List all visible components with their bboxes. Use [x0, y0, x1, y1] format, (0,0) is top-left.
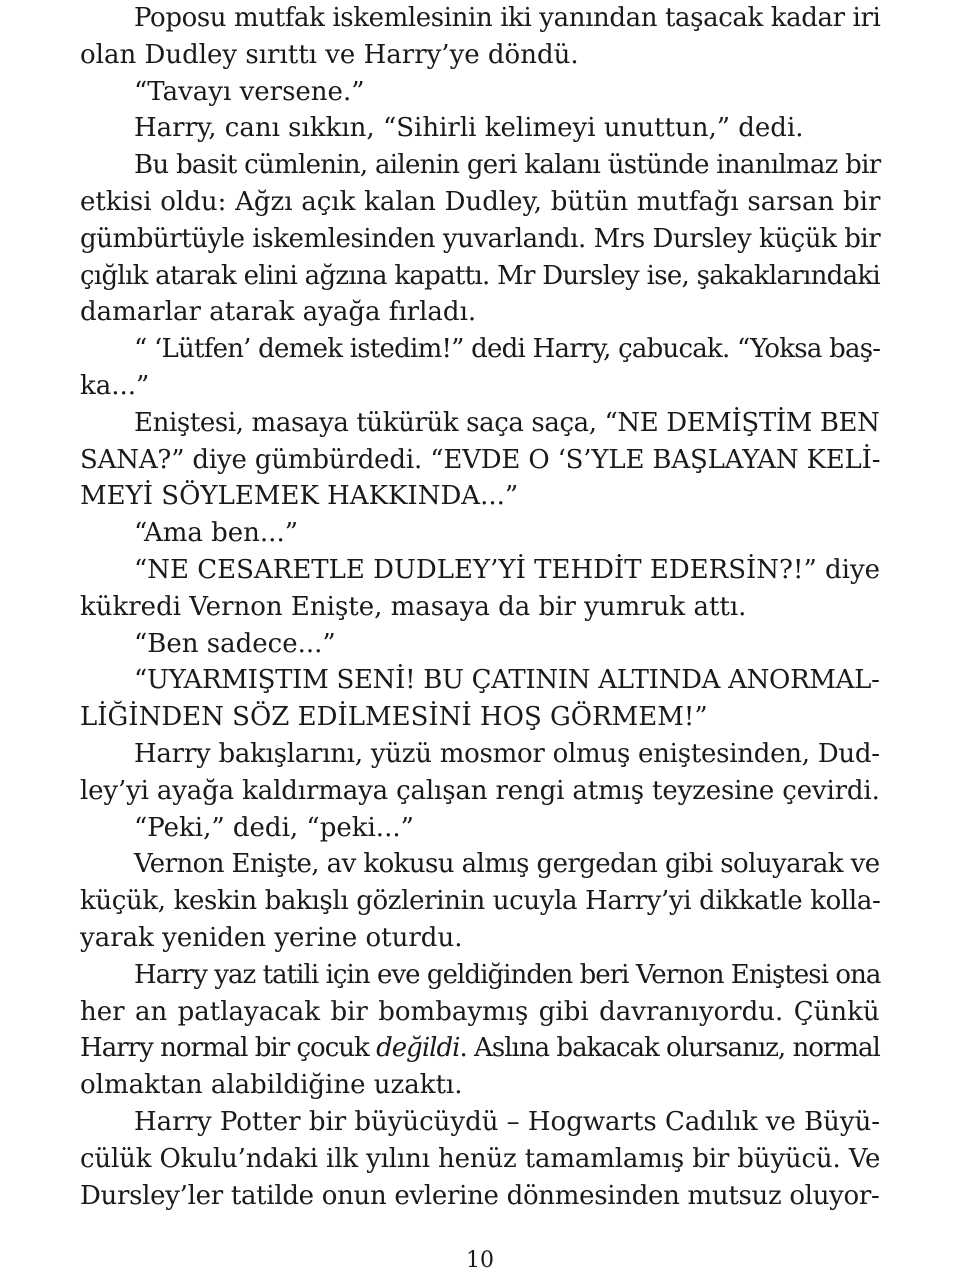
text-line: “Peki,” dedi, “peki...”: [134, 812, 414, 843]
text-span: Harry normal bir çocuk: [80, 1033, 377, 1064]
text-line: Harry Potter bir büyücüydü – Hogwarts Cadılık ve Büyü-: [134, 1107, 881, 1137]
emphasis-text: değildi: [376, 1033, 460, 1064]
text-line: Harry, canı sıkkın, “Sihirli kelimeyi unuttun,” dedi.: [134, 113, 804, 144]
text-line: SANA?” diye gümbürdedi. “EVDE O ‘S’YLE BAŞLAYAN KELİ-: [80, 444, 881, 475]
text-line: çığlık atarak elini ağzına kapattı. Mr Dursley ise, şakaklarındaki: [80, 260, 881, 291]
text-line: cülük Okulu’ndaki ilk yılını henüz tamamlamış bir büyücü. Ve: [80, 1143, 881, 1174]
text-line: Harry bakışlarını, yüzü mosmor olmuş eniştesinden, Dud-: [134, 739, 880, 769]
text-line: Poposu mutfak iskemlesinin iki yanından taşacak kadar iri: [134, 3, 881, 33]
text-line: olan Dudley sırıttı ve Harry’ye döndü.: [80, 39, 579, 70]
text-line: küçük, keskin bakışlı gözlerinin ucuyla Harry’yi dikkatle kolla-: [80, 886, 881, 917]
text-line: gümbürtüyle iskemlesinden yuvarlandı. Mrs Dursley küçük bir: [80, 223, 881, 254]
text-line: [80, 1030, 880, 1067]
text-line: “NE CESARETLE DUDLEY’Yİ TEHDİT EDERSİN?!” diye: [134, 555, 881, 585]
text-line: Harry yaz tatili için eve geldiğinden beri Vernon Eniştesi ona: [134, 959, 881, 990]
text-line: “UYARMIŞTIM SENİ! BU ÇATININ ALTINDA ANORMAL-: [134, 665, 880, 696]
text-line: kükredi Vernon Enişte, masaya da bir yumruk attı.: [80, 591, 747, 622]
text-line: “Tavayı versene.”: [134, 76, 365, 107]
text-line: Bu basit cümlenin, ailenin geri kalanı üstünde inanılmaz bir: [134, 150, 881, 181]
text-line: her an patlayacak bir bombaymış gibi davranıyordu. Çünkü: [80, 996, 880, 1027]
text-line: damarlar atarak ayağa fırladı.: [80, 297, 477, 328]
text-line: “ ‘Lütfen’ demek istedim!” dedi Harry, çabucak. “Yoksa baş-: [134, 334, 881, 365]
text-line: “Ben sadece...”: [134, 628, 336, 659]
text-line: yarak yeniden yerine oturdu.: [80, 923, 463, 953]
text-line: ka...”: [80, 371, 150, 401]
page-number: 10: [466, 1248, 494, 1273]
text-line: MEYİ SÖYLEMEK HAKKINDA...”: [80, 481, 519, 512]
text-line: etkisi oldu: Ağzı açık kalan Dudley, bütün mutfağı sarsan bir: [80, 187, 881, 217]
text-span: . Aslına bakacak olursanız, normal: [459, 1033, 880, 1064]
text-line: LİĞİNDEN SÖZ EDİLMESİNİ HOŞ GÖRMEM!”: [80, 702, 708, 733]
text-line: Eniştesi, masaya tükürük saça saça, “NE DEMİŞTİM BEN: [134, 407, 880, 438]
text-line: Dursley’ler tatilde onun evlerine dönmesinden mutsuz oluyor-: [80, 1180, 880, 1211]
text-line: “Ama ben...”: [134, 518, 298, 549]
text-line: olmaktan alabildiğine uzaktı.: [80, 1070, 463, 1101]
text-line: ley’yi ayağa kaldırmaya çalışan rengi atmış teyzesine çevirdi.: [80, 775, 880, 806]
text-line: Vernon Enişte, av kokusu almış gergedan gibi soluyarak ve: [134, 849, 880, 880]
